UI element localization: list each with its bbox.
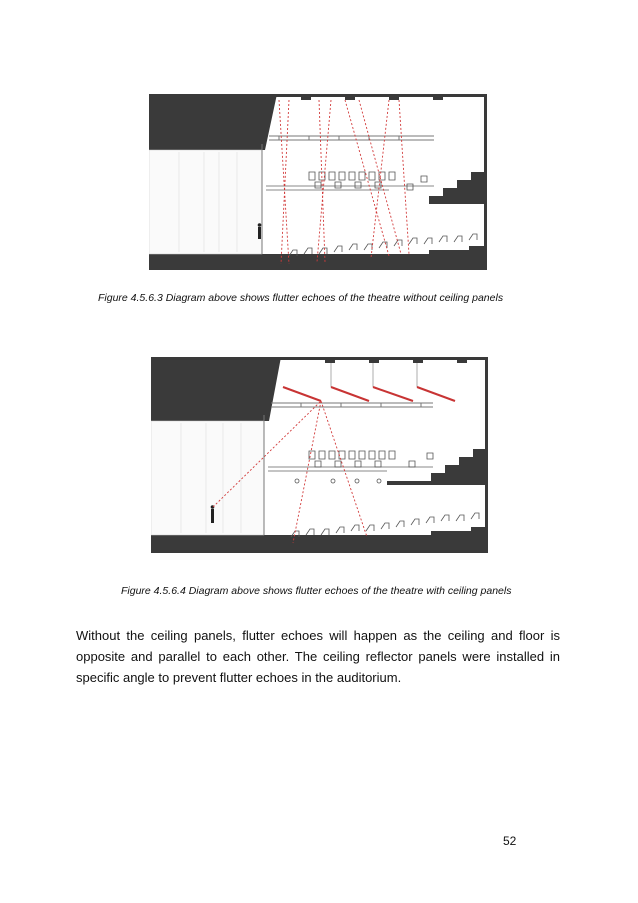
- section-diagram-without-panels: [149, 94, 487, 270]
- figure-section-with-panels: [151, 357, 488, 553]
- page-number: 52: [503, 834, 517, 848]
- body-paragraph: Without the ceiling panels, flutter echoes will happen as the ceiling and floor is opposite and parallel to each other. The ceiling reflector panels were installed in specific angle to prevent flutter echoes in the auditorium.: [76, 628, 560, 685]
- figure-caption: Figure 4.5.6.3 Diagram above shows flutter echoes of the theatre without ceiling panels: [98, 292, 504, 304]
- section-diagram-with-panels: [151, 357, 488, 553]
- figure-caption: Figure 4.5.6.4 Diagram above shows flutter echoes of the theatre with ceiling panels: [121, 585, 512, 597]
- figure-section-without-panels: [149, 94, 487, 270]
